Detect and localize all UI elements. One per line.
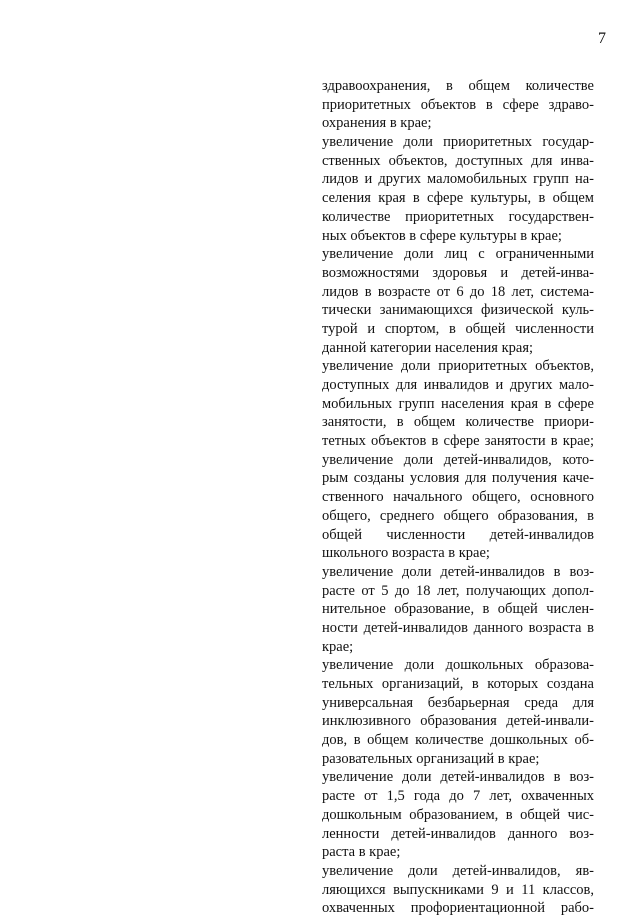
text-line: дошкольным образованием, в общей чис- <box>322 806 594 823</box>
text-line: тельных организаций, в которых создана <box>322 676 594 692</box>
text-line: лидов и других маломобильных групп на- <box>322 171 594 188</box>
text-line: ленности детей-инвалидов данного воз- <box>322 825 594 842</box>
text-line: рым созданы условия для получения каче- <box>322 470 594 487</box>
text-line: общего, среднего общего образования, в <box>322 507 594 524</box>
text-line: ных объектов в сфере культуры в крае; <box>322 227 562 244</box>
text-line: количестве приоритетных государствен- <box>322 208 594 225</box>
text-line: приоритетных объектов в сфере здраво- <box>322 96 594 113</box>
text-line: ности детей-инвалидов данного возраста в <box>322 619 594 636</box>
text-line: расте от 1,5 года до 7 лет, охваченных <box>322 788 594 805</box>
text-line: увеличение доли дошкольных образова- <box>322 657 594 674</box>
text-line: ляющихся выпускниками 9 и 11 классов, <box>322 881 594 898</box>
text-line: доступных для инвалидов и других мало- <box>322 377 594 393</box>
text-line: увеличение доли детей-инвалидов, яв- <box>322 862 594 879</box>
page-number: 7 <box>598 30 606 47</box>
text-line: селения края в сфере культуры, в общем <box>322 190 594 207</box>
text-line: ственного начального общего, основного <box>322 489 594 506</box>
text-line: занятости, в общем количестве приори- <box>322 414 594 431</box>
text-line: охваченных профориентационной рабо- <box>322 900 594 917</box>
text-line: крае; <box>322 638 354 655</box>
text-line: возможностями здоровья и детей-инва- <box>322 264 594 281</box>
text-line: тически занимающихся физической куль- <box>322 302 594 319</box>
text-line: школьного возраста в крае; <box>322 545 490 562</box>
text-line: мобильных групп населения края в сфере <box>322 395 594 412</box>
text-line: раста в крае; <box>322 844 401 861</box>
text-line: универсальная безбарьерная среда для <box>322 694 594 711</box>
text-line: увеличение доли лиц с ограниченными <box>322 246 594 263</box>
text-line: разовательных организаций в крае; <box>322 750 540 767</box>
text-line: охранения в крае; <box>322 115 432 132</box>
text-line: общей численности детей-инвалидов <box>322 526 594 543</box>
text-line: увеличение доли приоритетных государ- <box>322 134 594 151</box>
text-line: здравоохранения, в общем количестве <box>322 78 594 94</box>
text-line: дов, в общем количестве дошкольных об- <box>322 732 594 749</box>
text-line: нительное образование, в общей числен- <box>322 601 594 618</box>
text-line: тетных объектов в сфере занятости в крае; <box>322 433 594 450</box>
text-line: увеличение доли приоритетных объектов, <box>322 358 594 375</box>
text-line: турой и спортом, в общей численности <box>322 320 594 337</box>
text-line: увеличение доли детей-инвалидов в воз- <box>322 563 594 580</box>
text-line: ственных объектов, доступных для инва- <box>322 152 594 169</box>
text-line: данной категории населения края; <box>322 339 534 356</box>
text-line: увеличение доли детей-инвалидов в воз- <box>322 769 594 786</box>
text-line: увеличение доли детей-инвалидов, кото- <box>322 451 594 468</box>
text-line: лидов в возрасте от 6 до 18 лет, система- <box>322 283 594 300</box>
text-line: расте от 5 до 18 лет, получающих допол- <box>322 582 594 599</box>
document-text-column <box>322 77 594 918</box>
text-line: инклюзивного образования детей-инвали- <box>322 713 594 730</box>
